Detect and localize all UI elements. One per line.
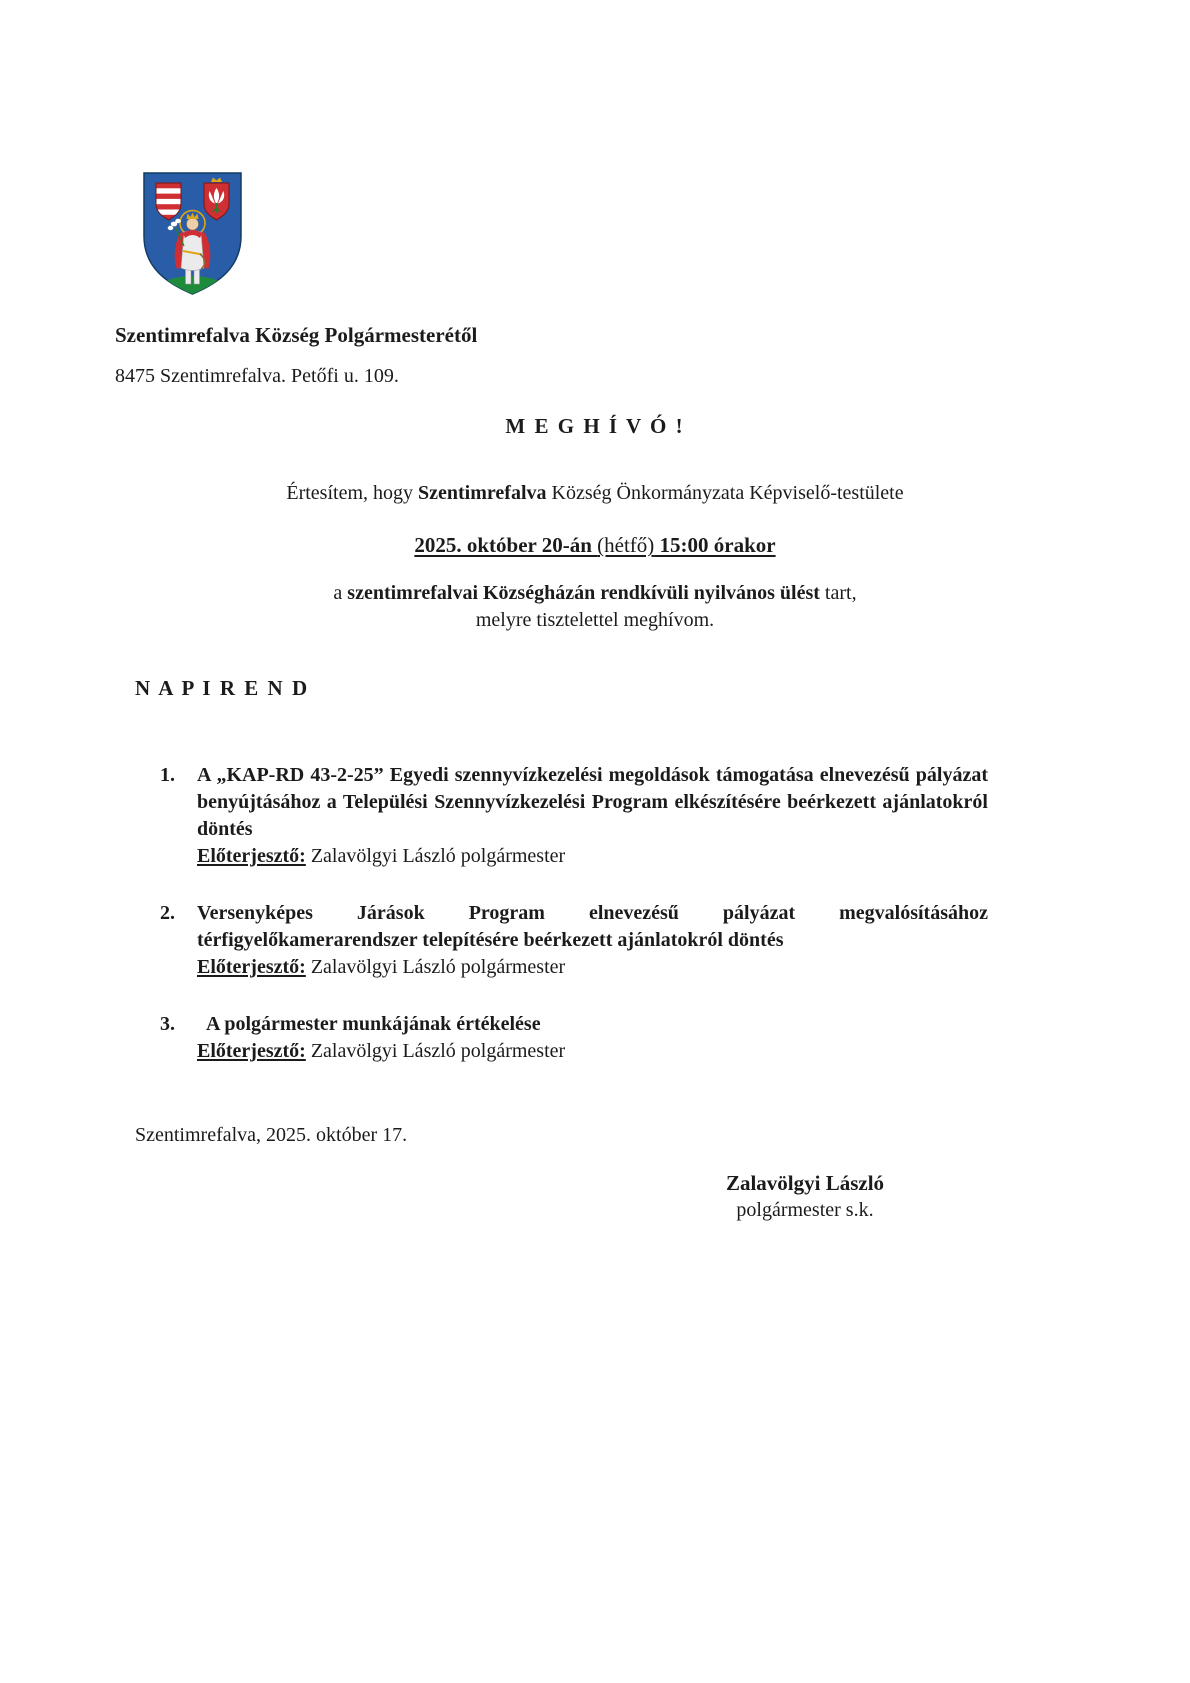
agenda-item-body: [197, 1011, 988, 1065]
agenda-item-title: A „KAP-RD 43-2-25” Egyedi szennyvízkezelési megoldások támogatása elnevezésű pályázat benyújtásához a Települési Szennyvízkezelési Program elkészítésére beérkezett ajánlatokról döntés: [197, 764, 988, 840]
presenter-name: Zalavölgyi László polgármester: [305, 1040, 566, 1062]
coat-of-arms: [140, 170, 245, 297]
agenda-list: [160, 762, 988, 1095]
venue-pre: a: [333, 582, 348, 604]
presenter-label: Előterjesztő:: [197, 845, 306, 867]
intro-paragraph: [0, 482, 1190, 505]
sender-address: 8475 Szentimrefalva. Petőfi u. 109.: [115, 365, 399, 387]
intro-municipality: Szentimrefalva: [418, 482, 547, 504]
meeting-day: (hétfő): [597, 533, 655, 557]
document-title: M E G H Í V Ó !: [505, 414, 685, 438]
venue-post: tart,: [819, 582, 857, 604]
green-mound-icon: [147, 276, 239, 297]
agenda-item-presenter: [197, 954, 988, 981]
agenda-item: [160, 900, 988, 981]
intro-pre: Értesítem, hogy: [286, 482, 419, 504]
meeting-time: 15:00 órakor: [654, 533, 776, 557]
agenda-item: [160, 762, 988, 870]
date-place-line: Szentimrefalva, 2025. október 17.: [135, 1124, 408, 1146]
presenter-label: Előterjesztő:: [197, 1040, 306, 1062]
agenda-item-title: A polgármester munkájának értékelése: [206, 1013, 541, 1035]
agenda-item-number: 2.: [160, 902, 175, 924]
signature-name: Zalavölgyi László: [725, 1171, 885, 1195]
agenda-item-title: Versenyképes Járások Program elnevezésű pályázat megvalósításához térfigyelőkamerarendszer telepítésére beérkezett ajánlatokról döntés: [197, 902, 988, 951]
signature-title: polgármester s.k.: [736, 1199, 874, 1221]
meeting-datetime: [0, 533, 1190, 558]
intro-post: Község Önkormányzata Képviselő-testülete: [546, 482, 904, 504]
venue-line2: melyre tisztelettel meghívom.: [475, 609, 715, 631]
agenda-item-body: [197, 900, 988, 981]
meeting-date: 2025. október 20-án: [414, 533, 598, 557]
lily-shield-icon: [204, 178, 229, 221]
agenda-item-presenter: [197, 1038, 988, 1065]
agenda-item-body: [197, 762, 988, 870]
presenter-name: Zalavölgyi László polgármester: [305, 956, 566, 978]
agenda-item: [160, 1011, 988, 1065]
venue-bold: szentimrefalvai Községházán rendkívüli nyilvános ülést: [347, 582, 820, 604]
agenda-heading: N A P I R E N D: [135, 676, 310, 700]
agenda-item-number: 3.: [160, 1013, 175, 1035]
sender-line: Szentimrefalva Község Polgármesterétől: [115, 323, 478, 347]
agenda-item-number: 1.: [160, 764, 175, 786]
presenter-name: Zalavölgyi László polgármester: [305, 845, 566, 867]
venue-paragraph: [0, 580, 1190, 634]
presenter-label: Előterjesztő:: [197, 956, 306, 978]
signature-block: [655, 1170, 955, 1224]
agenda-item-presenter: [197, 843, 988, 870]
